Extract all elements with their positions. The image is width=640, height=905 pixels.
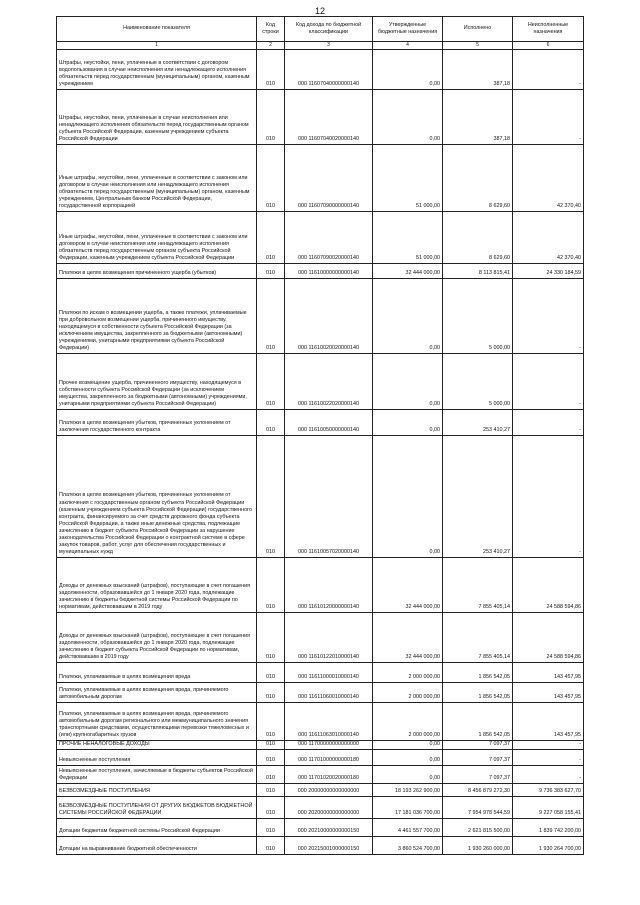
row-approved: 0,00 <box>373 353 443 409</box>
row-approved: 0,00 <box>373 278 443 353</box>
row-income-code: 000 11607040020000140 <box>285 89 373 144</box>
table-row <box>57 702 584 740</box>
row-name: Платежи, уплачиваемые в целях возмещения вреда, причиняемого автомобильным дорогам <box>57 682 257 702</box>
row-code: 010 <box>257 353 285 409</box>
row-executed: 1 856 542,05 <box>443 702 513 740</box>
row-approved: 0,00 <box>373 749 443 765</box>
row-name: Штрафы, неустойки, пени, уплаченные в случае неисполнения или ненадлежащего исполнения обязательств перед государственным органом субъекта Российской Федерации, казенным учреждением субъекта Российской Федерации <box>57 89 257 144</box>
table-row <box>57 740 584 749</box>
row-code: 010 <box>257 278 285 353</box>
row-executed: 7 097,37 <box>443 740 513 749</box>
row-name: Платежи, уплачиваемые в целях возмещения вреда, причиняемого автомобильным дорогам регионального или межмуниципального значения транспортными средствами, осуществляющими перевозки тяжеловесных и (или) крупногабаритных грузов <box>57 702 257 740</box>
row-executed: 387,18 <box>443 89 513 144</box>
row-executed: 7 855 405,14 <box>443 612 513 662</box>
row-code: 010 <box>257 740 285 749</box>
row-name: Платежи в целях возмещения причиненного ущерба (убытков) <box>57 263 257 278</box>
table-row <box>57 263 584 278</box>
row-income-code: 000 11610050000000140 <box>285 409 373 435</box>
row-name: Доходы от денежных взысканий (штрафов), поступающие в счет погашения задолженности, образовавшейся до 1 января 2020 года, подлежащие зачислению в бюджет субъекта Российской Федерации по нормативам, действовавшим в 2019 году <box>57 612 257 662</box>
row-name: Дотации бюджетам бюджетной системы Российской Федерации <box>57 818 257 836</box>
table-header-row <box>57 17 584 42</box>
row-unexecuted: - <box>513 278 584 353</box>
row-unexecuted: 1 839 742 200,00 <box>513 818 584 836</box>
row-executed: 1 856 542,05 <box>443 682 513 702</box>
row-unexecuted: 24 588 594,86 <box>513 557 584 612</box>
row-approved: 2 000 000,00 <box>373 702 443 740</box>
row-executed: 7 097,37 <box>443 749 513 765</box>
row-income-code: 000 20000000000000000 <box>285 783 373 796</box>
row-executed: 8 113 815,41 <box>443 263 513 278</box>
row-approved: 0,00 <box>373 49 443 89</box>
row-approved: 0,00 <box>373 435 443 557</box>
row-income-code: 000 11701000000000180 <box>285 749 373 765</box>
row-approved: 0,00 <box>373 765 443 783</box>
row-unexecuted: 24 588 594,86 <box>513 612 584 662</box>
row-code: 010 <box>257 435 285 557</box>
table-row <box>57 796 584 818</box>
table-row <box>57 89 584 144</box>
row-approved: 4 461 557 700,00 <box>373 818 443 836</box>
row-income-code: 000 20215001000000150 <box>285 836 373 854</box>
row-code: 010 <box>257 796 285 818</box>
row-executed: 1 930 260 000,00 <box>443 836 513 854</box>
row-name: Дотации на выравнивание бюджетной обеспеченности <box>57 836 257 854</box>
row-name: Доходы от денежных взысканий (штрафов), поступающие в счет погашения задолженности, образовавшейся до 1 января 2020 года, подлежащие зачислению в бюджеты бюджетной системы Российской Федерации по нормативам, действовавшим в 2019 году <box>57 557 257 612</box>
row-code: 010 <box>257 409 285 435</box>
header-executed: Исполнено <box>443 17 513 42</box>
row-approved: 0,00 <box>373 409 443 435</box>
row-unexecuted: - <box>513 409 584 435</box>
row-code: 010 <box>257 211 285 263</box>
row-income-code: 000 20200000000000000 <box>285 796 373 818</box>
table-row <box>57 749 584 765</box>
row-income-code: 000 11701020020000180 <box>285 765 373 783</box>
row-unexecuted: - <box>513 749 584 765</box>
row-unexecuted: 9 227 058 155,41 <box>513 796 584 818</box>
row-unexecuted: 143 457,95 <box>513 662 584 682</box>
row-unexecuted: - <box>513 435 584 557</box>
row-code: 010 <box>257 49 285 89</box>
row-name: Невыясненные поступления <box>57 749 257 765</box>
row-unexecuted: 143 457,95 <box>513 682 584 702</box>
row-income-code: 000 11610022020000140 <box>285 353 373 409</box>
table-row <box>57 144 584 211</box>
row-approved: 0,00 <box>373 740 443 749</box>
row-name: БЕЗВОЗМЕЗДНЫЕ ПОСТУПЛЕНИЯ <box>57 783 257 796</box>
row-code: 010 <box>257 682 285 702</box>
row-code: 010 <box>257 749 285 765</box>
table-row <box>57 612 584 662</box>
row-unexecuted: - <box>513 49 584 89</box>
row-approved: 18 193 262 900,00 <box>373 783 443 796</box>
row-executed: 8 629,60 <box>443 144 513 211</box>
table-row <box>57 278 584 353</box>
header-unexecuted: Неисполненные назначения <box>513 17 584 42</box>
row-unexecuted: 143 457,95 <box>513 702 584 740</box>
row-executed: 253 410,27 <box>443 435 513 557</box>
header-approved: Утвержденные бюджетные назначения <box>373 17 443 42</box>
row-executed: 5 000,00 <box>443 278 513 353</box>
row-income-code: 000 11610000000000140 <box>285 263 373 278</box>
row-executed: 253 410,27 <box>443 409 513 435</box>
row-executed: 8 629,60 <box>443 211 513 263</box>
row-approved: 32 444 000,00 <box>373 557 443 612</box>
row-approved: 17 181 036 700,00 <box>373 796 443 818</box>
row-income-code: 000 11611063010000140 <box>285 702 373 740</box>
row-income-code: 000 11610020020000140 <box>285 278 373 353</box>
row-income-code: 000 11611000010000140 <box>285 662 373 682</box>
row-executed: 2 621 815 500,00 <box>443 818 513 836</box>
row-code: 010 <box>257 836 285 854</box>
column-number: 5 <box>443 42 513 50</box>
column-number: 3 <box>285 42 373 50</box>
row-executed: 5 000,00 <box>443 353 513 409</box>
table-row <box>57 662 584 682</box>
row-executed: 7 855 405,14 <box>443 557 513 612</box>
row-unexecuted: 42 370,40 <box>513 211 584 263</box>
row-income-code: 000 11607090000000140 <box>285 144 373 211</box>
row-income-code: 000 11610120000000140 <box>285 557 373 612</box>
page-number: 12 <box>314 6 325 16</box>
row-income-code: 000 11610057020000140 <box>285 435 373 557</box>
row-approved: 2 000 000,00 <box>373 662 443 682</box>
row-approved: 2 000 000,00 <box>373 682 443 702</box>
row-name: Платежи в целях возмещения убытков, причиненных уклонением от заключения государственного контракта <box>57 409 257 435</box>
row-executed: 7 097,37 <box>443 765 513 783</box>
column-number: 2 <box>257 42 285 50</box>
row-approved: 51 000,00 <box>373 211 443 263</box>
table-row <box>57 435 584 557</box>
row-name: Прочее возмещение ущерба, причиненного имуществу, находящемуся в собственности субъекта Российской Федерации (за исключением имущества, закрепленного за бюджетными (автономными) учреждениями, унитарными предприятиями субъекта Российской Федерации) <box>57 353 257 409</box>
row-unexecuted: - <box>513 740 584 749</box>
row-name: Невыясненные поступления, зачисляемые в бюджеты субъектов Российской Федерации <box>57 765 257 783</box>
row-name: Платежи, уплачиваемые в целях возмещения вреда <box>57 662 257 682</box>
row-income-code: 000 11607040000000140 <box>285 49 373 89</box>
row-unexecuted: 9 736 383 627,70 <box>513 783 584 796</box>
row-code: 010 <box>257 702 285 740</box>
row-unexecuted: - <box>513 765 584 783</box>
table-row <box>57 557 584 612</box>
row-unexecuted: 42 370,40 <box>513 144 584 211</box>
row-code: 010 <box>257 818 285 836</box>
table-row <box>57 783 584 796</box>
row-unexecuted: - <box>513 353 584 409</box>
header-indicator-name: Наименование показателя <box>57 17 257 42</box>
row-code: 010 <box>257 263 285 278</box>
row-approved: 0,00 <box>373 89 443 144</box>
row-name: Иные штрафы, неустойки, пени, уплаченные в соответствии с законом или договором в случае неисполнения или ненадлежащего исполнения обязательств перед государственным (муниципальным) органом, казенным учреждением, Центральным банком Российской Федерации, государственной корпорацией <box>57 144 257 211</box>
column-number: 1 <box>57 42 257 50</box>
table-row <box>57 353 584 409</box>
row-code: 010 <box>257 662 285 682</box>
row-name: Штрафы, неустойки, пени, уплаченные в соответствии с договором водопользования в случае неисполнения или ненадлежащего исполнения обязательств перед государственным (муниципальным) органом, казенным учреждением <box>57 49 257 89</box>
table-row <box>57 49 584 89</box>
header-income-code: Код дохода по бюджетной классификации <box>285 17 373 42</box>
table-row <box>57 682 584 702</box>
table-body <box>57 49 584 854</box>
row-code: 010 <box>257 89 285 144</box>
row-name: Иные штрафы, неустойки, пени, уплаченные в соответствии с законом или договором в случае неисполнения или ненадлежащего исполнения обязательств перед государственным органом субъекта Российской Федерации, казенным учреждением субъекта Российской Федерации <box>57 211 257 263</box>
column-number: 6 <box>513 42 584 50</box>
row-unexecuted: 24 330 184,59 <box>513 263 584 278</box>
row-name: Платежи в целях возмещения убытков, причиненных уклонением от заключения с государственным органом субъекта Российской Федерации (казенным учреждением субъекта Российской Федерации) государственного контракта, финансируемого за счет средств дорожного фонда субъекта Российской Федерации, а также иные денежные средства, подлежащие зачислению в бюджет субъекта Российской Федерации за нарушение законодательства Российской Федерации о контрактной системе в сфере закупок товаров, работ, услуг для обеспечения государственных и муниципальных нужд <box>57 435 257 557</box>
row-approved: 3 860 524 700,00 <box>373 836 443 854</box>
header-row-code: Код строки <box>257 17 285 42</box>
row-code: 010 <box>257 144 285 211</box>
column-number: 4 <box>373 42 443 50</box>
row-name: ПРОЧИЕ НЕНАЛОГОВЫЕ ДОХОДЫ <box>57 740 257 749</box>
column-number-row <box>57 42 584 50</box>
table-row <box>57 765 584 783</box>
row-approved: 32 444 000,00 <box>373 612 443 662</box>
row-income-code: 000 20210000000000150 <box>285 818 373 836</box>
row-income-code: 000 11607090020000140 <box>285 211 373 263</box>
row-approved: 51 000,00 <box>373 144 443 211</box>
row-income-code: 000 11700000000000000 <box>285 740 373 749</box>
table-row <box>57 409 584 435</box>
row-unexecuted: - <box>513 89 584 144</box>
row-code: 010 <box>257 765 285 783</box>
row-income-code: 000 11611060010000140 <box>285 682 373 702</box>
row-executed: 1 856 542,05 <box>443 662 513 682</box>
row-name: БЕЗВОЗМЕЗДНЫЕ ПОСТУПЛЕНИЯ ОТ ДРУГИХ БЮДЖЕТОВ БЮДЖЕТНОЙ СИСТЕМЫ РОССИЙСКОЙ ФЕДЕРАЦИИ <box>57 796 257 818</box>
row-name: Платежи по искам о возмещении ущерба, а также платежи, уплачиваемые при добровольном возмещении ущерба, причиненного имуществу, находящемуся в собственности субъекта Российской Федерации (за исключением имущества, закрепленного за бюджетными (автономными) учреждениями, унитарными предприятиями субъекта Российской Федерации) <box>57 278 257 353</box>
row-code: 010 <box>257 783 285 796</box>
row-income-code: 000 11610122010000140 <box>285 612 373 662</box>
table-row <box>57 836 584 854</box>
row-executed: 387,18 <box>443 49 513 89</box>
row-executed: 7 954 978 544,59 <box>443 796 513 818</box>
row-code: 010 <box>257 557 285 612</box>
row-code: 010 <box>257 612 285 662</box>
budget-report-table <box>56 16 584 855</box>
table-row <box>57 818 584 836</box>
row-unexecuted: 1 930 264 700,00 <box>513 836 584 854</box>
row-executed: 8 456 879 272,30 <box>443 783 513 796</box>
row-approved: 32 444 000,00 <box>373 263 443 278</box>
table-row <box>57 211 584 263</box>
